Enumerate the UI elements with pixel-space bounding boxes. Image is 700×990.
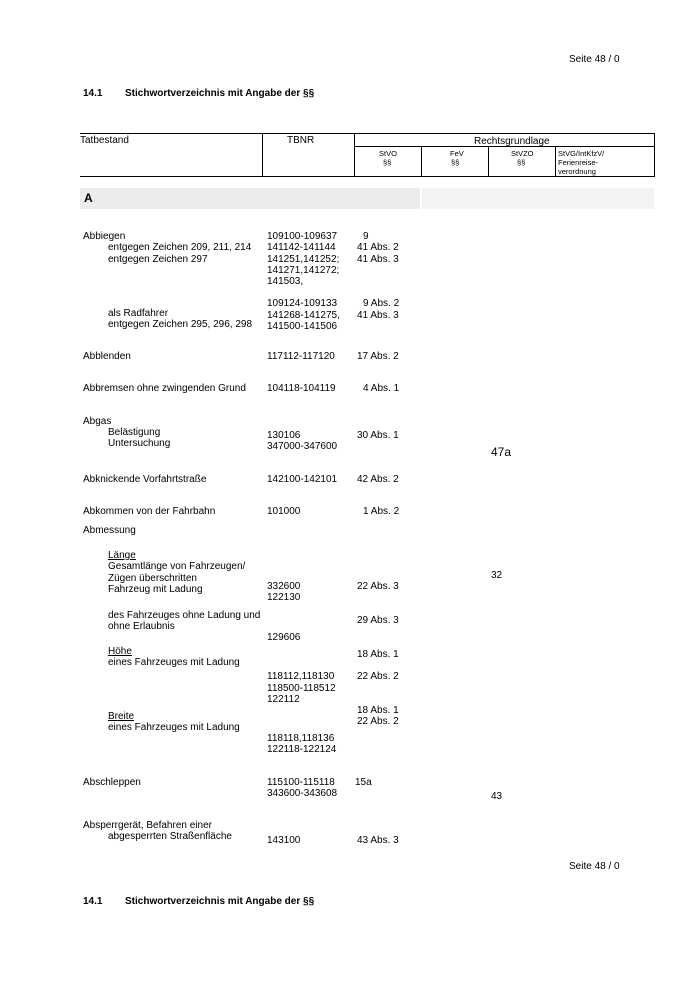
col-stvo: StVO (379, 149, 397, 158)
col-stvzo: StVZO (511, 149, 534, 158)
section-number: 14.1 (83, 88, 103, 99)
col-stvg: StVG/IntKfzV/ (558, 149, 605, 158)
section-title-bottom: Stichwortverzeichnis mit Angabe der §§ (125, 896, 315, 907)
letter-band (80, 188, 420, 209)
page-number: Seite 48 / 0 (569, 54, 620, 65)
col-fev: FeV (450, 149, 464, 158)
col-tatbestand: Tatbestand (80, 135, 129, 146)
section-title: Stichwortverzeichnis mit Angabe der §§ (125, 88, 315, 99)
section-number-bottom: 14.1 (83, 896, 103, 907)
col-rechtsgrundlage: Rechtsgrundlage (474, 136, 550, 147)
letter-heading: A (84, 191, 93, 205)
page-number-bottom: Seite 48 / 0 (569, 861, 620, 872)
col-tbnr: TBNR (287, 135, 315, 146)
